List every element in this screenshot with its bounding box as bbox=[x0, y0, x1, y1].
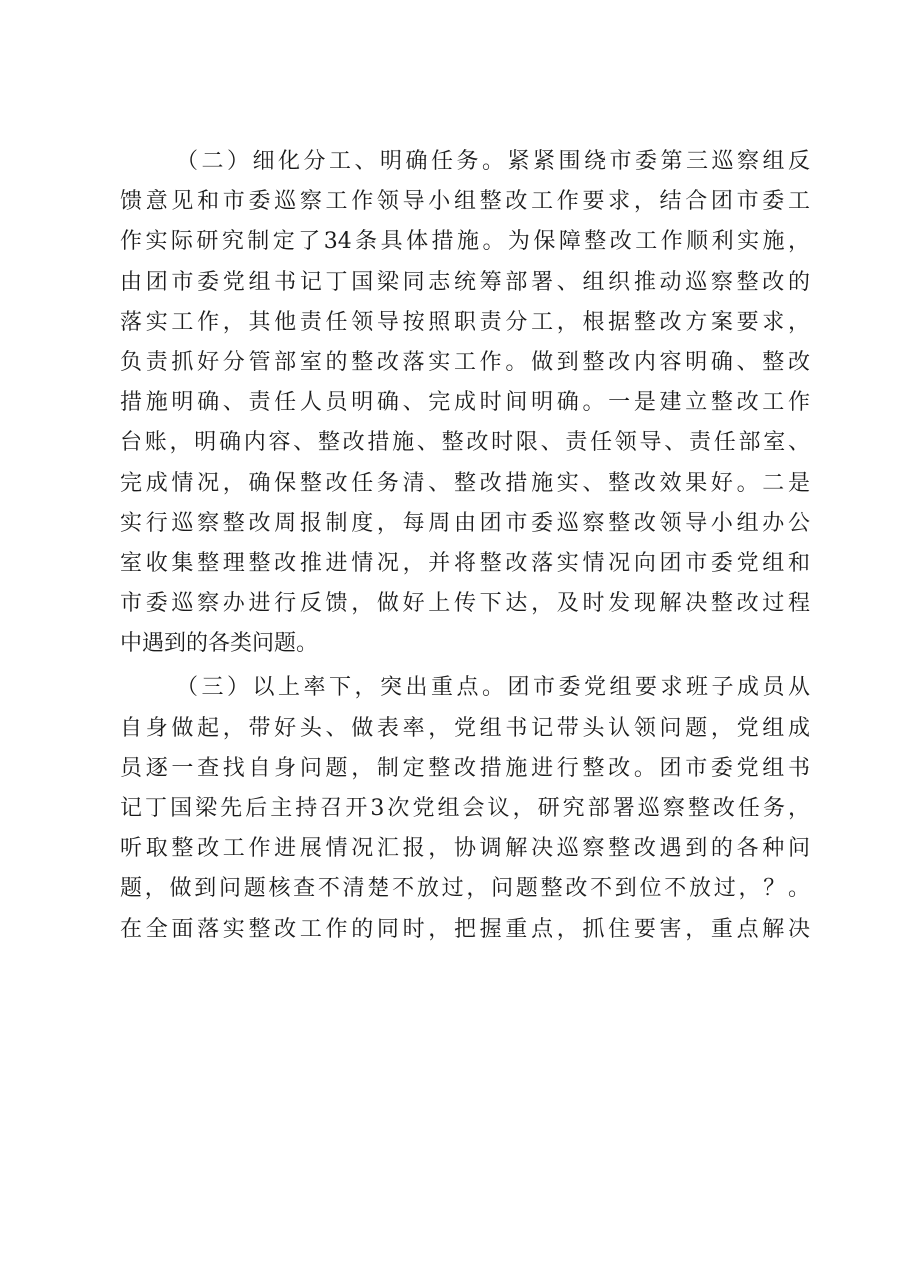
text-line: 在全面落实整改工作的同时，把握重点，抓住要害，重点解决 bbox=[120, 916, 810, 942]
text-line: 馈意见和市委巡察工作领导小组整改工作要求，结合团市委工 bbox=[120, 189, 810, 215]
text-line: 题，做到问题核查不清楚不放过，问题整改不到位不放过，？。 bbox=[120, 876, 810, 902]
text-line: （三）以上率下，突出重点。团市委党组要求班子成员从 bbox=[176, 675, 810, 701]
paragraph-section-3 bbox=[120, 668, 810, 949]
document-body bbox=[120, 142, 810, 950]
text-line: 完成情况，确保整改任务清、整改措施实、整改效果好。二是 bbox=[120, 470, 810, 496]
text-line: 作实际研究制定了34条具体措施。为保障整改工作顺利实施， bbox=[120, 229, 810, 255]
text-line: 自身做起，带好头、做表率，党组书记带头认领问题，党组成 bbox=[120, 715, 810, 741]
text-line: 措施明确、责任人员明确、完成时间明确。一是建立整改工作 bbox=[120, 390, 810, 416]
text-line: 实行巡察整改周报制度，每周由团市委巡察整改领导小组办公 bbox=[120, 510, 810, 536]
text-line: 落实工作，其他责任领导按照职责分工，根据整改方案要求， bbox=[120, 309, 810, 335]
text-line: 听取整改工作进展情况汇报，协调解决巡察整改遇到的各种问 bbox=[120, 836, 810, 862]
text-line: 市委巡察办进行反馈，做好上传下达，及时发现解决整改过程 bbox=[120, 591, 810, 617]
text-line: 室收集整理整改推进情况，并将整改落实情况向团市委党组和 bbox=[120, 550, 810, 576]
paragraph-section-2 bbox=[120, 142, 810, 664]
text-line: （二）细化分工、明确任务。紧紧围绕市委第三巡察组反 bbox=[176, 149, 810, 174]
text-line: 台账，明确内容、整改措施、整改时限、责任领导、责任部室、 bbox=[120, 430, 810, 456]
text-line: 中遇到的各类问题。 bbox=[120, 631, 319, 657]
text-line: 员逐一查找自身问题，制定整改措施进行整改。团市委党组书 bbox=[120, 755, 810, 781]
text-line: 负责抓好分管部室的整改落实工作。做到整改内容明确、整改 bbox=[120, 349, 810, 375]
text-line: 由团市委党组书记丁国梁同志统筹部署、组织推动巡察整改的 bbox=[120, 269, 810, 295]
text-line: 记丁国梁先后主持召开3次党组会议，研究部署巡察整改任务， bbox=[120, 796, 810, 821]
